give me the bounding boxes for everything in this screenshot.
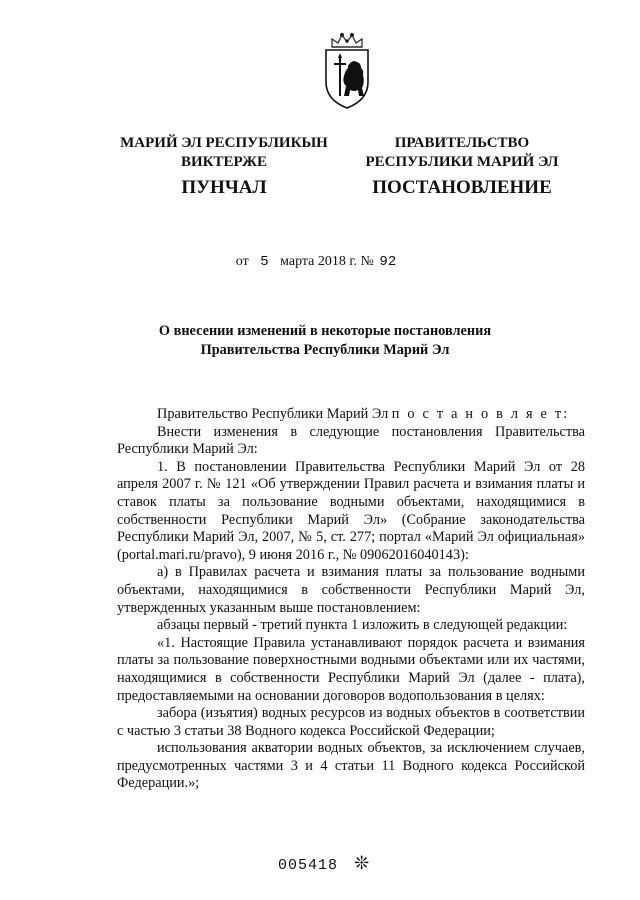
title-line1: О внесении изменений в некоторые постановления xyxy=(158,323,492,339)
header-right-line2: РЕСПУБЛИКИ МАРИЙ ЭЛ xyxy=(365,154,559,170)
body-paragraph: 1. В постановлении Правительства Республики Марий Эл от 28 апреля 2007 г. № 121 «Об утверждении Правил расчета и взимания платы и ставок платы за пользование водными объектами, находящимися в собственности Республики Марий Эл» (Собрание законодательства Республики Марий Эл, 2007, № 5, ст. 277; портал «Марий Эл официальная» (portal.mari.ru/pravo), 9 июня 2016 г., № 09062016040143): xyxy=(117,458,585,563)
header-left-line2: ВИКТЕРЖЕ xyxy=(180,154,268,170)
date-prefix: от xyxy=(235,254,249,269)
intro-paragraph xyxy=(117,406,585,424)
date-day: 5 xyxy=(260,254,269,270)
title-line2: Правительства Республики Марий Эл xyxy=(200,342,450,358)
document-type-russian: ПОСТАНОВЛЕНИЕ xyxy=(372,177,552,198)
document-title xyxy=(80,322,570,360)
body-paragraph: «1. Настоящие Правила устанавливают порядок расчета и взимания платы за пользование поверхностными водными объектами или их частями, находящимися в собственности Республики Марий Эл (далее - плата), предоставляемыми на основании договоров водопользования в целях: xyxy=(117,634,585,704)
date-month-year: марта 2018 г. № xyxy=(280,254,374,269)
intro-verb: п о с т а н о в л я е т: xyxy=(391,406,570,422)
snowflake-mark-icon: ❊ xyxy=(354,853,370,874)
body-paragraph: использования акватории водных объектов, за исключением случаев, предусмотренных частями 3 и 4 статьи 11 Водного кодекса Российской Федерации.»; xyxy=(117,740,585,792)
document-body xyxy=(117,406,585,793)
document-type-mari: ПУНЧАЛ xyxy=(181,177,267,198)
serial-number: 005418 xyxy=(278,857,339,874)
body-paragraph: Внести изменения в следующие постановления Правительства Республики Марий Эл: xyxy=(117,423,585,458)
document-date xyxy=(0,254,640,270)
intro-subject: Правительство Республики Марий Эл xyxy=(157,406,389,422)
document-number: 92 xyxy=(379,254,397,270)
body-paragraph: а) в Правилах расчета и взимания платы за пользование водными объектами, находящимися в собственности Республики Марий Эл, утвержденных указанным выше постановлением: xyxy=(117,564,585,616)
mari-el-coat-of-arms-icon xyxy=(318,30,376,110)
header-left-line1: МАРИЙ ЭЛ РЕСПУБЛИКЫН xyxy=(120,135,328,151)
header-right-line1: ПРАВИТЕЛЬСТВО xyxy=(394,135,530,151)
body-paragraph: забора (изъятия) водных ресурсов из водных объектов в соответствии с частью 3 статьи 38 Водного кодекса Российской Федерации; xyxy=(117,705,585,739)
body-paragraph: абзацы первый - третий пункта 1 изложить в следующей редакции: xyxy=(157,617,568,634)
